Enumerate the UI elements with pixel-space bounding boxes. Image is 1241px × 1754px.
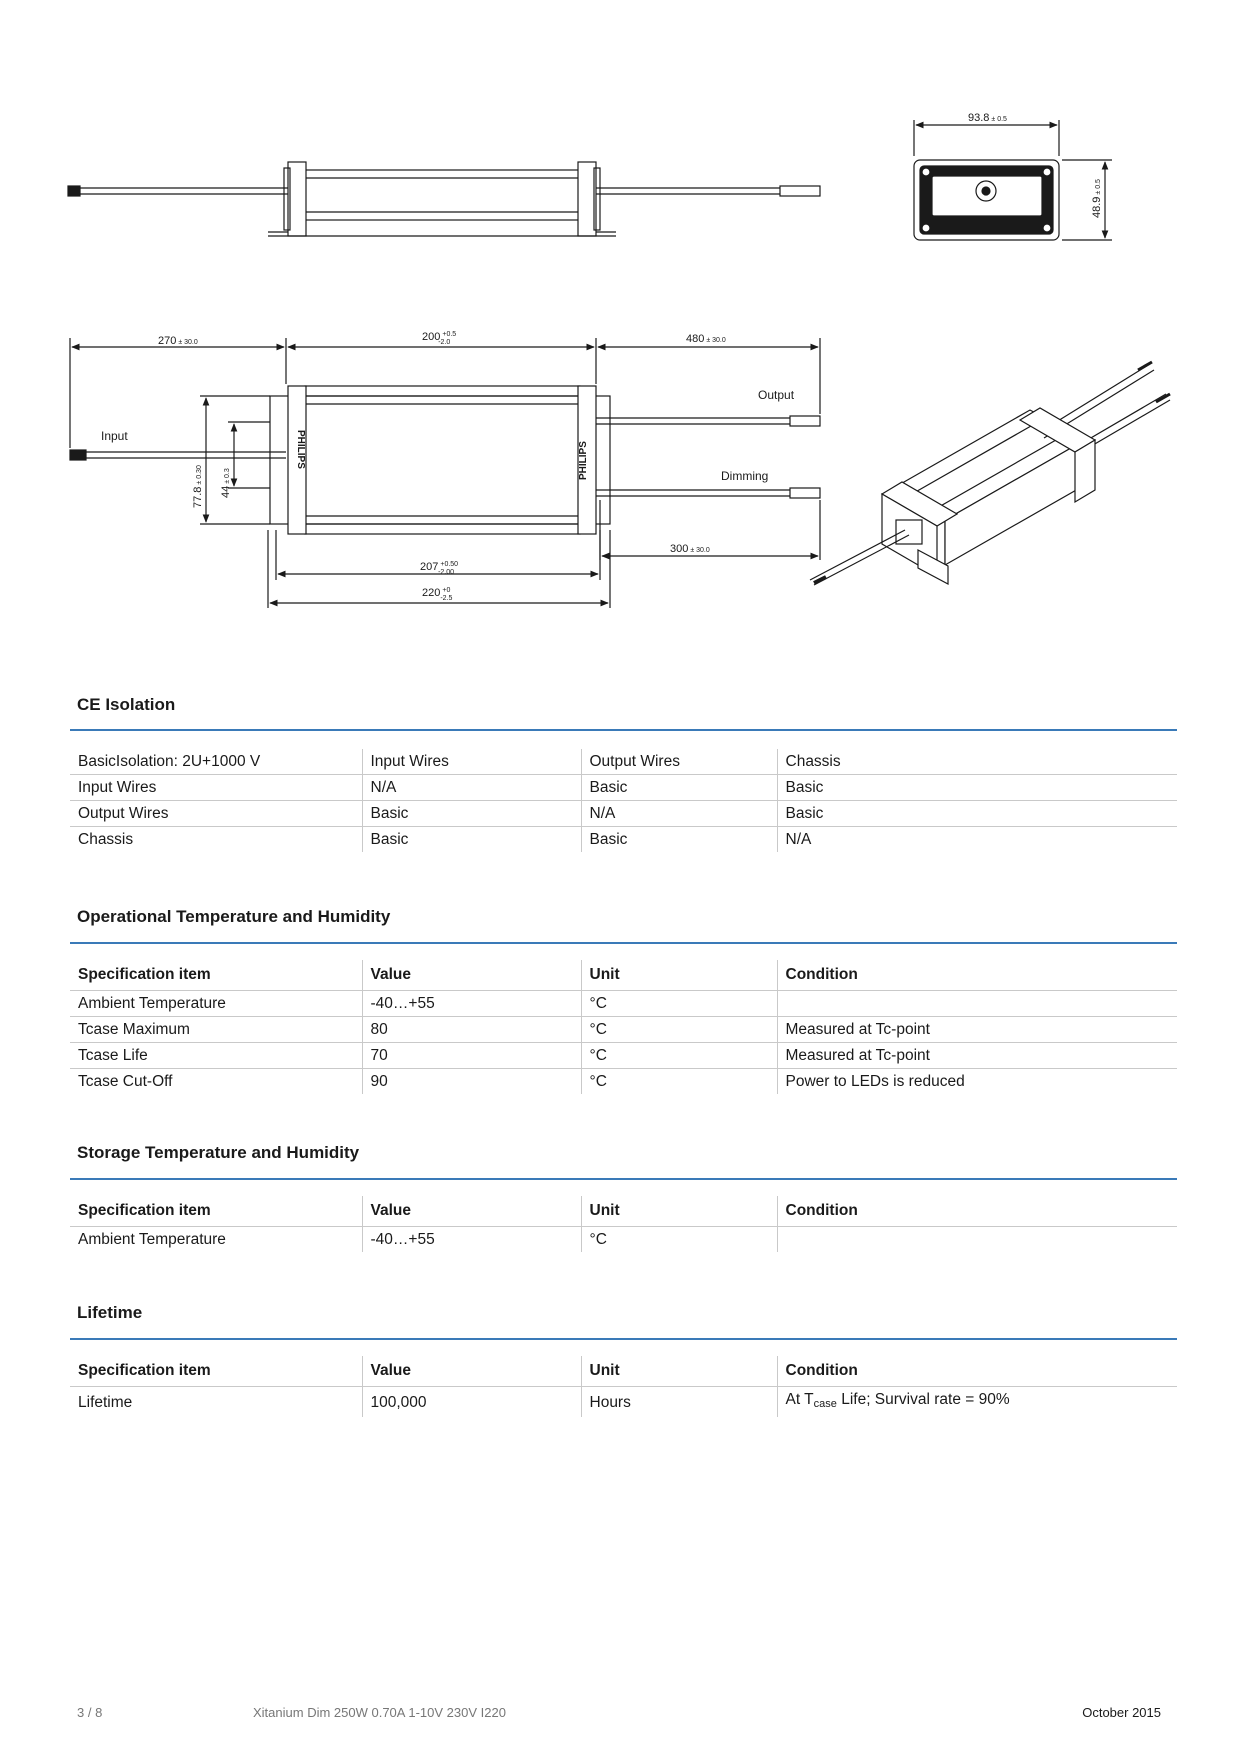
dim-total: 220 $^{+0}$ -2.5 — [422, 587, 453, 602]
technical-drawing — [0, 0, 1241, 640]
table-header-cell: Specification item — [70, 1196, 362, 1227]
table-cell: Hours — [581, 1387, 777, 1418]
table-cell — [777, 1227, 1177, 1253]
section-rule — [70, 729, 1177, 731]
storage-table — [70, 1196, 1177, 1252]
operational-table — [70, 960, 1177, 1094]
table-cell: °C — [581, 1069, 777, 1095]
dim-left-wire: 270 ± 30.0 — [158, 335, 198, 347]
table-cell: Chassis — [78, 831, 134, 848]
side-view-drawing — [68, 162, 820, 236]
table-cell: N/A — [777, 827, 1177, 853]
table-cell: BasicIsolation: 2U+1000 V — [70, 749, 362, 775]
table-row — [70, 1043, 1177, 1069]
table-cell-condition — [777, 1387, 1177, 1418]
table-cell: 70 — [362, 1043, 581, 1069]
product-name: Xitanium Dim 250W 0.70A 1-10V 230V I220 — [253, 1705, 506, 1720]
table-row — [70, 1387, 1177, 1418]
table-cell: Ambient Temperature — [78, 1231, 226, 1248]
dim-height-inner: 44± 0.3 — [220, 468, 232, 498]
page-number: 3 / 8 — [77, 1705, 103, 1720]
table-cell: Ambient Temperature — [70, 991, 362, 1017]
section-title-lifetime: Lifetime — [77, 1303, 143, 1322]
table-cell: -40…+55 — [362, 991, 581, 1017]
table-cell: °C — [581, 1017, 777, 1043]
dim-mount: 207 $^{+0.50}$ -2.00 — [420, 561, 459, 576]
brand-mark-right: PHILIPS — [578, 441, 589, 480]
section-title-ce-isolation: CE Isolation — [77, 695, 176, 714]
dim-end-height: 48.9± 0.5 — [1091, 179, 1103, 218]
table-header-row — [70, 1196, 1177, 1227]
table-cell: Basic — [777, 775, 1177, 801]
section-title-operational: Operational Temperature and Humidity — [77, 907, 391, 926]
table-header-cell: Value — [362, 960, 581, 991]
table-cell: °C — [581, 1043, 777, 1069]
table-cell: Tcase Cut-Off — [78, 1073, 173, 1090]
section-title-storage: Storage Temperature and Humidity — [77, 1143, 360, 1162]
table-cell: Basic — [362, 801, 581, 827]
table-cell: N/A — [362, 775, 581, 801]
table-row — [70, 801, 1177, 827]
section-rule — [70, 1178, 1177, 1180]
table-row — [70, 1227, 1177, 1253]
dim-height-outer: 77.8± 0.30 — [192, 465, 204, 508]
ce-isolation-table — [70, 749, 1177, 852]
table-header-cell: Value — [362, 1356, 581, 1387]
table-header-cell: Unit — [581, 1196, 777, 1227]
table-header-cell: Specification item — [70, 960, 362, 991]
table-cell: N/A — [581, 801, 777, 827]
table-row — [70, 1017, 1177, 1043]
table-cell — [777, 991, 1177, 1017]
table-cell: Basic — [362, 827, 581, 853]
table-header-cell: Condition — [777, 1196, 1177, 1227]
table-cell: 80 — [362, 1017, 581, 1043]
dim-dimming-wire: 300 ± 30.0 — [670, 543, 710, 555]
table-row — [70, 827, 1177, 853]
table-cell: Lifetime — [78, 1393, 133, 1411]
table-header-cell: Condition — [777, 1356, 1177, 1387]
lifetime-table — [70, 1356, 1177, 1417]
table-header-row — [70, 960, 1177, 991]
dim-right-wire: 480 ± 30.0 — [686, 333, 726, 345]
isometric-view-drawing — [810, 362, 1170, 585]
table-cell: Input Wires — [70, 775, 362, 801]
table-cell: -40…+55 — [362, 1227, 581, 1253]
end-view-drawing — [914, 120, 1112, 240]
table-cell: 100,000 — [362, 1387, 581, 1418]
table-cell: °C — [581, 1227, 777, 1253]
condition-subscript: case — [813, 1398, 837, 1410]
table-cell: °C — [581, 991, 777, 1017]
condition-suffix: Life; Survival rate = 90% — [836, 1391, 1010, 1408]
table-row — [70, 1069, 1177, 1095]
table-header-cell: Specification item — [70, 1356, 362, 1387]
table-cell: Power to LEDs is reduced — [777, 1069, 1177, 1095]
table-row — [70, 749, 1177, 775]
brand-mark-left: PHILIPS — [295, 430, 306, 469]
section-rule — [70, 1338, 1177, 1340]
table-header-cell: Condition — [777, 960, 1177, 991]
table-cell: Basic — [581, 827, 777, 853]
label-input: Input — [101, 429, 128, 443]
table-header-cell: Unit — [581, 960, 777, 991]
table-cell: Measured at Tc-point — [777, 1017, 1177, 1043]
table-cell: Output Wires — [581, 749, 777, 775]
table-cell: Tcase Life — [70, 1043, 362, 1069]
table-cell: 90 — [362, 1069, 581, 1095]
label-output: Output — [758, 388, 795, 402]
table-cell: Measured at Tc-point — [777, 1043, 1177, 1069]
table-header-row — [70, 1356, 1177, 1387]
table-cell: Basic — [581, 775, 777, 801]
table-cell: Tcase Maximum — [70, 1017, 362, 1043]
table-row — [70, 775, 1177, 801]
table-cell: Basic — [777, 801, 1177, 827]
section-rule — [70, 942, 1177, 944]
table-cell: Input Wires — [362, 749, 581, 775]
dim-body: 200 $^{+0.5}$ -2.0 — [422, 331, 457, 346]
table-row — [70, 991, 1177, 1017]
table-cell: Chassis — [777, 749, 1177, 775]
table-header-cell: Unit — [581, 1356, 777, 1387]
dim-end-width: 93.8 ± 0.5 — [968, 112, 1007, 124]
table-header-cell: Value — [362, 1196, 581, 1227]
condition-prefix: At T — [785, 1391, 814, 1408]
document-date: October 2015 — [1082, 1705, 1161, 1720]
table-cell: Output Wires — [70, 801, 362, 827]
label-dimming: Dimming — [721, 469, 769, 483]
